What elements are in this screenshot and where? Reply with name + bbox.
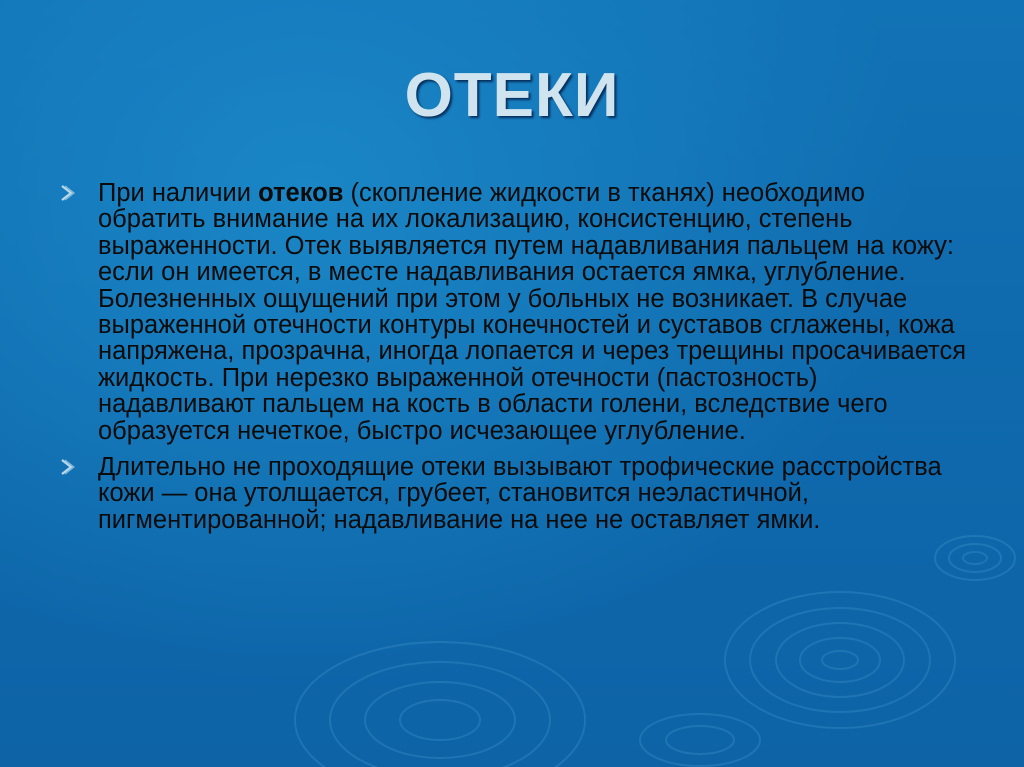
bullet-item-2 <box>56 454 976 533</box>
bullet-1-text-rest: (скопление жидкости в тканях) необходимо обратить внимание на их локализацию, консистенцию, степень выраженности. Отек выявляется путем надавливания пальцем на кожу: если он имеется, в месте надавливания остается ямка, углубление. Болезненных ощущений при этом у больных не возникает. В случае выраженной отечности контуры конечностей и суставов сглажены, кожа напряжена, прозрачна, иногда лопается и через трещины просачивается жидкость. При нерезко выраженной отечности (пастозность) надавливают пальцем на кость в области голени, вследствие чего образуется нечеткое, быстро исчезающее углубление. <box>98 179 967 445</box>
slide-title: ОТЕКИ <box>404 61 620 130</box>
bullet-1-text-start: При наличии <box>98 179 259 207</box>
bullet-list <box>56 180 976 543</box>
chevron-right-icon <box>58 183 76 203</box>
bullet-1-bold-term: отеков <box>258 179 344 207</box>
bullet-item-1 <box>56 180 976 444</box>
bullet-2-text: Длительно не проходящие отеки вызывают трофические расстройства кожи — она утолщается, грубеет, становится неэластичной, пигментированной; надавливание на нее не оставляет ямки. <box>98 453 942 534</box>
chevron-right-icon <box>58 457 76 477</box>
